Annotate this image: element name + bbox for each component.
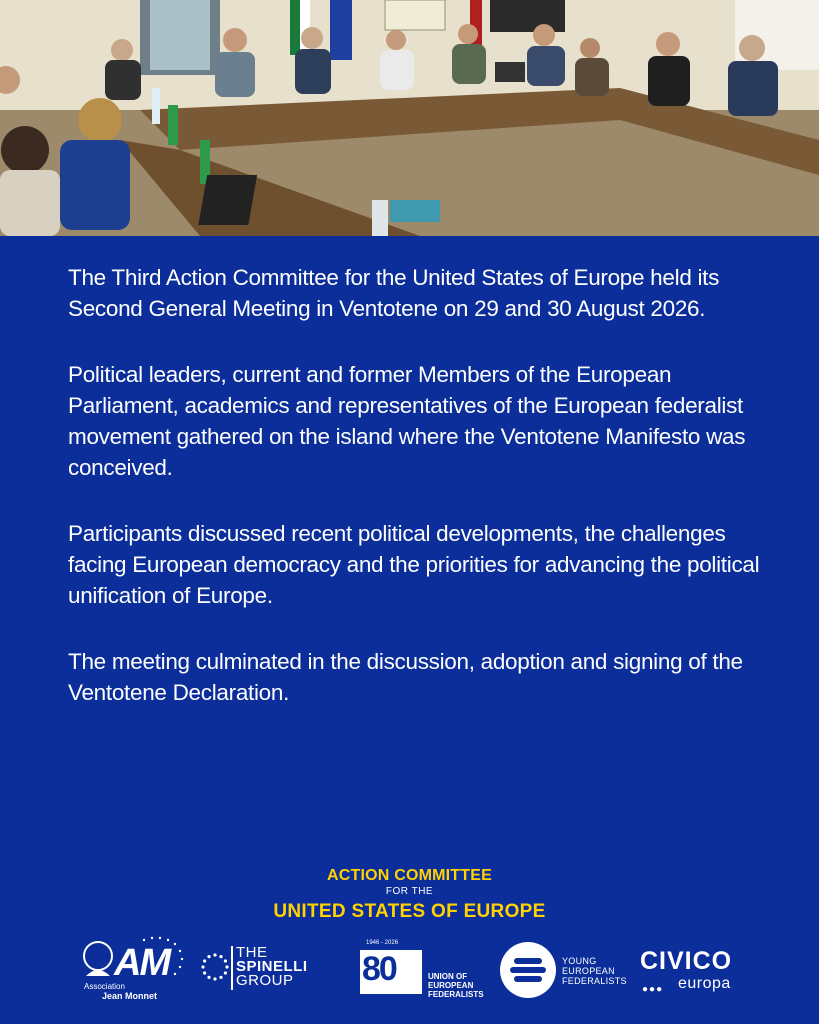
uef-number: 80 (362, 950, 396, 988)
jean-monnet-caption: Association (84, 982, 125, 991)
yef-logo (500, 942, 630, 1002)
footer-line-1: ACTION COMMITTEE (327, 867, 492, 884)
civico-europa-text: europa (678, 975, 731, 992)
spinelli-the: THE (236, 944, 268, 961)
uef-label-2: EUROPEAN (428, 981, 474, 990)
spinelli-group-logo (200, 946, 330, 996)
jean-monnet-name: Jean Monnet (102, 991, 158, 1001)
eu-stars-icon (200, 952, 230, 982)
uef-years: 1946 - 2026 (366, 940, 399, 946)
footer-line-3: UNITED STATES OF EUROPE (273, 901, 546, 922)
spinelli-name: SPINELLI (236, 958, 308, 975)
yef-label-1: YOUNG (562, 956, 597, 966)
spinelli-group: GROUP (236, 972, 294, 989)
civico-wordmark: CIVICO (640, 947, 733, 975)
article-body (68, 262, 768, 743)
yef-circle-icon (500, 942, 556, 998)
uef-label-1: UNION OF (428, 972, 468, 981)
paragraph-1: The Third Action Committee for the United States of Europe held its Second General Meeting in Ventotene on 29 and 30 August 2026. (68, 265, 720, 321)
yef-label (562, 956, 627, 986)
uef-label-3: FEDERALISTS (428, 990, 484, 999)
meeting-photo (0, 0, 819, 236)
jean-monnet-logo (80, 930, 190, 1002)
footer-line-2: FOR THE (385, 886, 434, 897)
spinelli-divider (231, 946, 233, 990)
meeting-photo-illustration (0, 0, 819, 236)
civico-dots-icon: ●●● (642, 984, 664, 995)
partner-logos (0, 930, 819, 1010)
yef-label-3: FEDERALISTS (562, 976, 627, 986)
uef-logo (360, 938, 490, 1002)
paragraph-4: The meeting culminated in the discussion, adoption and signing of the Ventotene Declaration. (68, 649, 743, 705)
paragraph-3: Participants discussed recent political developments, the challenges facing European democracy and the priorities for advancing the political unification of Europe. (68, 521, 760, 608)
civico-europa-logo (640, 948, 760, 998)
jean-monnet-mark: AM (114, 942, 170, 984)
footer-heading (0, 866, 819, 924)
uef-label (428, 972, 484, 999)
yef-label-2: EUROPEAN (562, 966, 615, 976)
spinelli-wordmark (236, 946, 308, 988)
paragraph-2: Political leaders, current and former Members of the European Parliament, academics and representatives of the European federalist movement gathered on the island where the Ventotene Manifesto was conceived. (68, 362, 746, 480)
